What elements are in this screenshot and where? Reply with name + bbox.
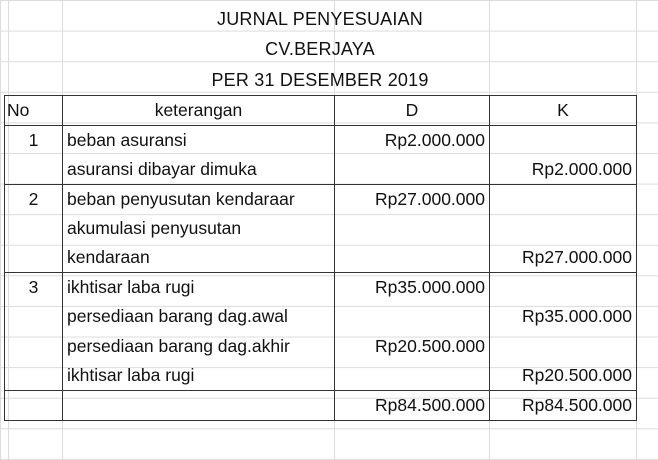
cell-no[interactable]: 1: [5, 125, 63, 155]
header-keterangan[interactable]: keterangan: [63, 96, 335, 126]
cell-keterangan[interactable]: persediaan barang dag.akhir: [63, 332, 335, 362]
header-kredit[interactable]: K: [490, 96, 637, 126]
cell-no[interactable]: [5, 243, 63, 273]
company-name[interactable]: CV.BERJAYA: [265, 39, 375, 59]
journal-table: [4, 95, 637, 421]
cell-no[interactable]: 3: [5, 273, 63, 303]
cell-debit[interactable]: Rp2.000.000: [335, 125, 490, 155]
cell-kredit[interactable]: [490, 273, 637, 303]
cell-debit[interactable]: Rp27.000.000: [335, 184, 490, 214]
total-debit[interactable]: Rp84.500.000: [335, 391, 490, 421]
cell-kredit[interactable]: Rp27.000.000: [490, 243, 637, 273]
cell-keterangan[interactable]: asuransi dibayar dimuka: [63, 155, 335, 185]
cell-keterangan[interactable]: ikhtisar laba rugi: [63, 273, 335, 303]
cell-no[interactable]: [5, 155, 63, 185]
cell-debit[interactable]: Rp20.500.000: [335, 332, 490, 362]
table-row: [5, 125, 637, 155]
header-no[interactable]: No: [5, 96, 63, 126]
cell-keterangan[interactable]: beban penyusutan kendaraar: [63, 184, 335, 214]
cell-kredit[interactable]: [490, 184, 637, 214]
cell-kredit[interactable]: Rp20.500.000: [490, 361, 637, 391]
table-row: [5, 332, 637, 362]
cell-keterangan[interactable]: ikhtisar laba rugi: [63, 361, 335, 391]
cell-no[interactable]: [5, 332, 63, 362]
cell-keterangan[interactable]: beban asuransi: [63, 125, 335, 155]
table-row: [5, 214, 637, 244]
cell-keterangan[interactable]: persediaan barang dag.awal: [63, 302, 335, 332]
cell-keterangan[interactable]: akumulasi penyusutan: [63, 214, 335, 244]
cell-debit[interactable]: [335, 302, 490, 332]
cell-keterangan[interactable]: kendaraan: [63, 243, 335, 273]
table-row: [5, 302, 637, 332]
cell-keterangan[interactable]: [63, 391, 335, 421]
period-title[interactable]: PER 31 DESEMBER 2019: [211, 70, 429, 90]
cell-no[interactable]: 2: [5, 184, 63, 214]
cell-debit[interactable]: [335, 155, 490, 185]
cell-debit[interactable]: [335, 214, 490, 244]
cell-no[interactable]: [5, 391, 63, 421]
cell-no[interactable]: [5, 302, 63, 332]
header-row: [5, 96, 637, 126]
cell-kredit[interactable]: [490, 214, 637, 244]
table-row: [5, 243, 637, 273]
header-debit[interactable]: D: [335, 96, 490, 126]
total-row: [5, 391, 637, 421]
total-kredit[interactable]: Rp84.500.000: [490, 391, 637, 421]
cell-kredit[interactable]: Rp35.000.000: [490, 302, 637, 332]
table-row: [5, 184, 637, 214]
journal-title[interactable]: JURNAL PENYESUAIAN: [217, 9, 423, 29]
table-row: [5, 273, 637, 303]
cell-debit[interactable]: Rp35.000.000: [335, 273, 490, 303]
table-row: [5, 361, 637, 391]
cell-kredit[interactable]: [490, 332, 637, 362]
cell-no[interactable]: [5, 361, 63, 391]
cell-debit[interactable]: [335, 243, 490, 273]
table-row: [5, 155, 637, 185]
cell-kredit[interactable]: Rp2.000.000: [490, 155, 637, 185]
cell-debit[interactable]: [335, 361, 490, 391]
cell-no[interactable]: [5, 214, 63, 244]
cell-kredit[interactable]: [490, 125, 637, 155]
